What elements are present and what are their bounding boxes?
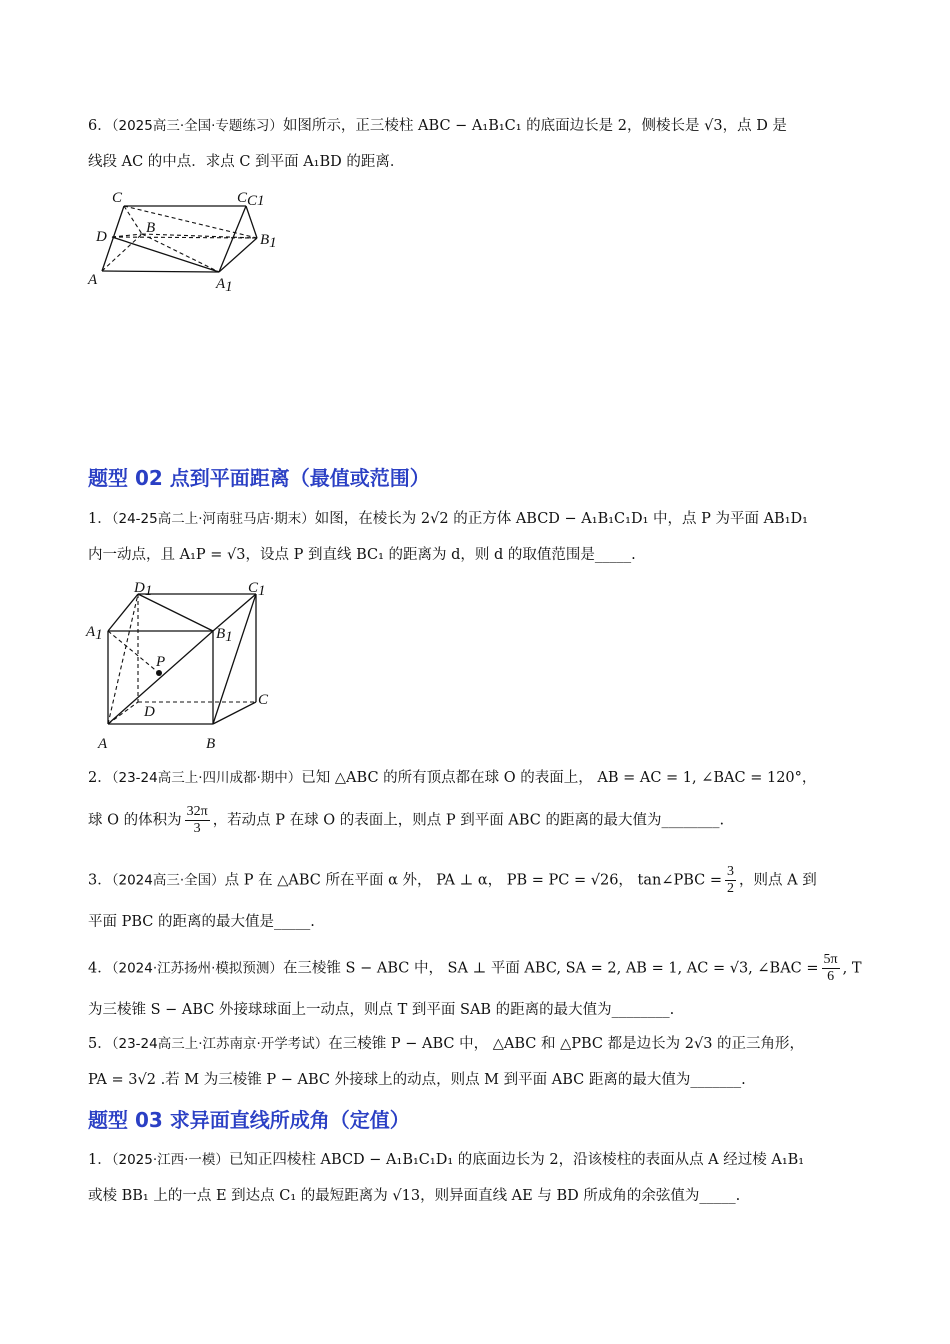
dash-D-B	[112, 234, 142, 237]
section-02-title: 题型 02 点到平面距离（最值或范围）	[88, 466, 430, 490]
point-P	[156, 670, 162, 676]
s02q4-line2: 为三棱锥 S − ABC 外接球球面上一动点，则点 T 到平面 SAB 的距离的最大值为________.	[88, 1002, 675, 1018]
s02q3-line2: 平面 PBC 的距离的最大值是_____.	[88, 914, 315, 930]
label-B1: B1	[260, 232, 277, 251]
dash-C-B1	[124, 206, 257, 238]
prism-figure	[84, 186, 294, 292]
dash-A1-P	[108, 631, 159, 673]
s02q1-line2: 内一动点，且 A₁P = √3，设点 P 到直线 BC₁ 的距离为 d，则 d 的取值范围是_____.	[88, 547, 636, 563]
label-A1: A1	[86, 624, 103, 643]
edge-D1-B1	[138, 594, 213, 631]
label-B: B	[146, 220, 156, 236]
label-B1: B1	[216, 626, 233, 645]
s02q2-line1: 2．（23-24高三上·四川成都·期中）已知 △ABC 的所有顶点都在球 O 的表面上， AB = AC = 1, ∠BAC = 120°，	[88, 770, 817, 786]
s03q1-line2: 或棱 BB₁ 上的一点 E 到达点 C₁ 的最短距离为 √13，则异面直线 AE 与 BD 所成角的余弦值为_____.	[88, 1188, 741, 1204]
s02q3-line1: 3．（2024高三·全国）点 P 在 △ABC 所在平面 α 外， PA ⊥ α， PB = PC = √26， tan∠PBC = $\frac{3}{2}$ ，则点 A 到	[88, 864, 817, 896]
edge-B1-A1	[219, 238, 257, 272]
q6-line1: 6．（2025高三·全国·专题练习）如图所示，正三棱柱 ABC − A₁B₁C₁ 的底面边长是 2，侧棱长是 √3，点 D 是	[88, 118, 787, 134]
edge-B-C1	[213, 594, 256, 724]
fraction-3-over-2: $\frac{3}{2}$	[727, 864, 735, 896]
edge-A-B1	[108, 631, 213, 724]
q6-line2: 线段 AC 的中点．求点 C 到平面 A₁BD 的距离．	[88, 154, 405, 170]
fraction-5pi-over-6: $\frac{5\pi}{6}$	[823, 952, 838, 984]
label-B: B	[206, 736, 216, 752]
section-03-title: 题型 03 求异面直线所成角（定值）	[88, 1108, 410, 1132]
dash-B-A1	[142, 234, 219, 272]
label-D: D	[144, 704, 155, 720]
label-C: C	[258, 692, 269, 708]
label-A: A	[88, 272, 98, 288]
s02q2-line2: 球 O 的体积为 $\frac{32\pi}{3}$ ，若动点 P 在球 O 的表面上，则点 P 到平面 ABC 的距离的最大值为________.	[88, 804, 725, 836]
label-D1: D1	[134, 580, 153, 599]
edge-A-A1	[102, 271, 219, 272]
label-A1: A1	[216, 276, 233, 292]
s02q1-line1: 1．（24-25高二上·河南驻马店·期末）如图，在棱长为 2√2 的正方体 ABCD − A₁B₁C₁D₁ 中，点 P 为平面 AB₁D₁	[88, 511, 808, 527]
label-C: C	[112, 190, 123, 206]
s02q5-line2: PA = 3√2 .若 M 为三棱锥 P − ABC 外接球上的动点，则点 M 到平面 ABC 距离的最大值为_______.	[88, 1072, 746, 1088]
fraction-32pi-over-3: $\frac{32\pi}{3}$	[186, 804, 208, 836]
edge-C1-A1	[219, 206, 246, 272]
cube-figure	[84, 576, 284, 754]
label-D: D	[96, 229, 107, 245]
label-P: P	[156, 654, 166, 670]
edge-C1-B1	[246, 206, 257, 238]
label-C1: C1	[248, 580, 266, 599]
label-A: A	[98, 736, 108, 752]
s03q1-line1: 1．（2025·江西·一模）已知正四棱柱 ABCD − A₁B₁C₁D₁ 的底面边长为 2，沿该棱柱的表面从点 A 经过棱 A₁B₁	[88, 1152, 805, 1168]
label-C1: CC1	[237, 190, 265, 209]
s02q5-line1: 5．（23-24高三上·江苏南京·开学考试）在三棱锥 P − ABC 中， △ABC 和 △PBC 都是边长为 2√3 的正三角形，	[88, 1036, 805, 1052]
s02q4-line1: 4．（2024·江苏扬州·模拟预测）在三棱锥 S − ABC 中， SA ⊥ 平面 ABC, SA = 2, AB = 1, AC = √3, ∠BAC = $\frac{5\pi}{6}$ , T	[88, 952, 862, 984]
edge-D-A1	[112, 237, 219, 272]
